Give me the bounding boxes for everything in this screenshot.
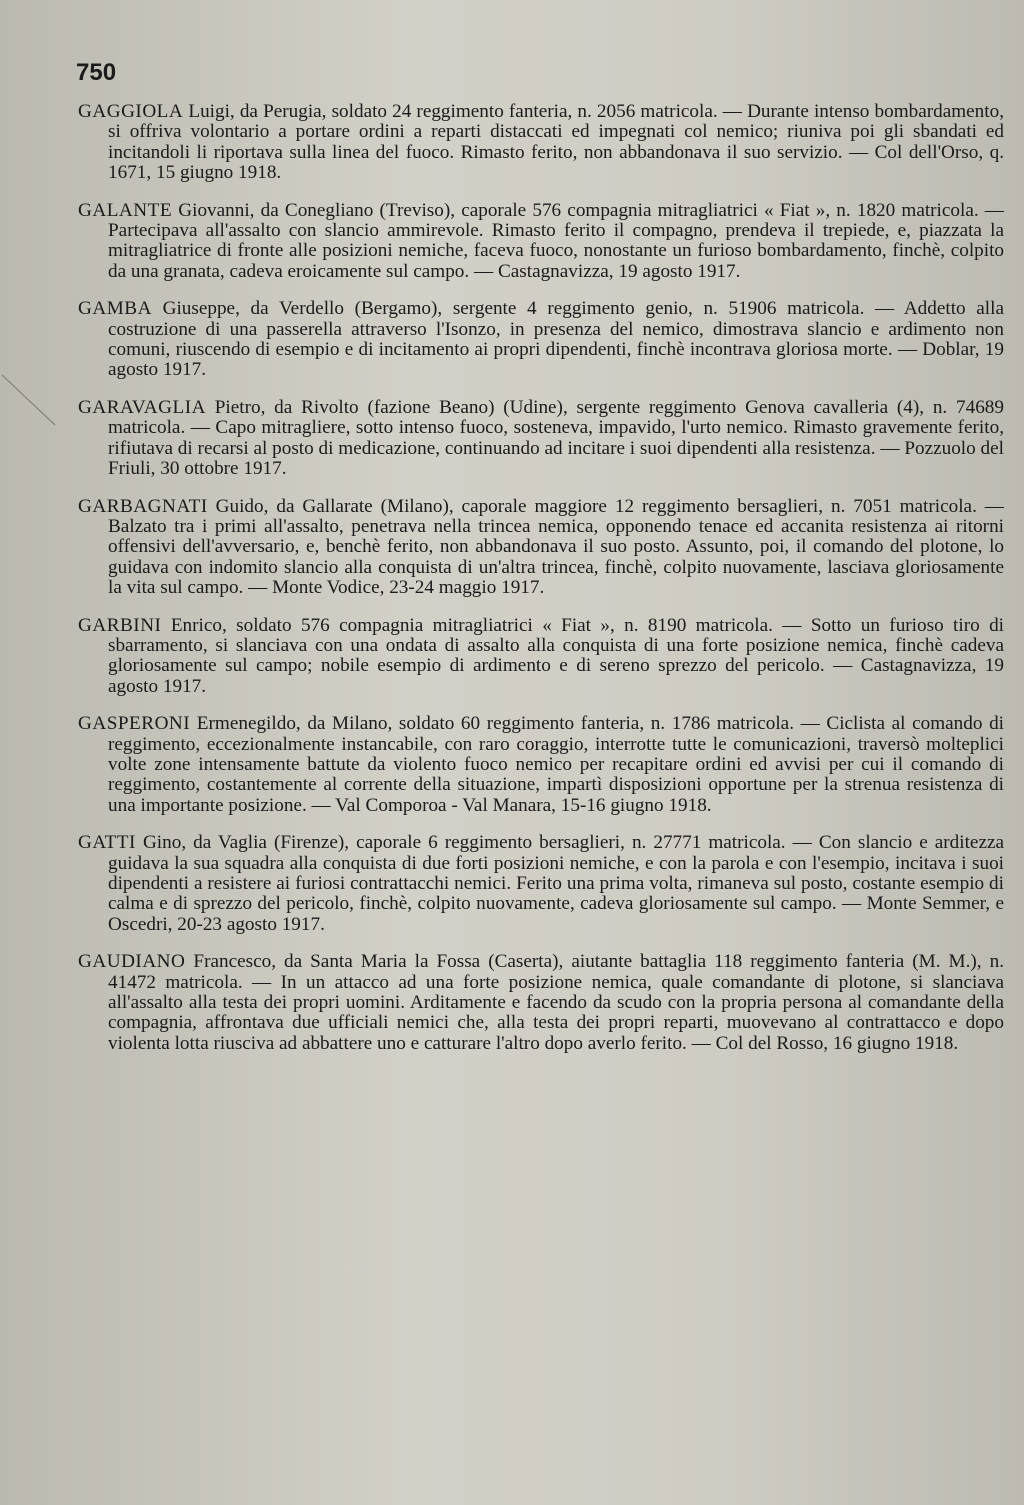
entry-name: GASPERONI xyxy=(78,713,191,735)
page-number: 750 xyxy=(76,59,117,86)
entry-gasperoni xyxy=(78,714,1004,816)
entry-text: Giovanni, da Conegliano (Treviso), caporale 576 compagnia mitragliatrici « Fiat », n. 1820 matricola. — Partecipava all'assalto con slancio ammirevole. Rimasto ferito il compagno, prendeva il trepiede, e, piazzata la mitragliatrice di fronte alle posizioni nemiche, faceva fuoco, nonostante un furioso bombardamento, finchè, colpito da una granata, cadeva eroicamente sul campo. — Castagnavizza, 19 agosto 1917. xyxy=(108,199,1004,282)
entry-gaggiola xyxy=(78,102,1004,184)
entry-galante xyxy=(78,201,1004,283)
entry-text: Giuseppe, da Verdello (Bergamo), sergente 4 reggimento genio, n. 51906 matricola. — Addetto alla costruzione di una passerella attraverso l'Isonzo, in presenza del nemico, dimostrava slancio e ardimento non comuni, riuscendo di esempio e di incitamento ai propri dipendenti, finchè incontrava gloriosa morte. — Doblar, 19 agosto 1917. xyxy=(108,298,1004,381)
entry-name: GATTI xyxy=(78,832,136,854)
entry-text: Guido, da Gallarate (Milano), caporale maggiore 12 reggimento bersaglieri, n. 7051 matricola. — Balzato tra i primi all'assalto, penetrava nella trincea nemica, opponendo tenace ed accanita resistenza ai ritorni offensivi dell'avversario, e, benchè ferito, non abbandonava il suo posto. Assunto, poi, il comando del plotone, lo guidava con indomito slancio alla conquista di un'altra trincea, finchè, colpito nuovamente, lasciava gloriosamente la vita sul campo. — Monte Vodice, 23-24 maggio 1917. xyxy=(108,495,1004,599)
margin-pencil-mark xyxy=(0,370,60,430)
entry-text: Enrico, soldato 576 compagnia mitragliatrici « Fiat », n. 8190 matricola. — Sotto un furioso tiro di sbarramento, si slanciava con una ondata di assalto alla conquista di una forte posizione nemica, finchè cadeva gloriosamente sul campo; nobile esempio di ardimento e di sereno sprezzo del pericolo. — Castagnavizza, 19 agosto 1917. xyxy=(108,614,1004,697)
entry-garbagnati xyxy=(78,497,1004,599)
entry-text: Ermenegildo, da Milano, soldato 60 reggimento fanteria, n. 1786 matricola. — Ciclista al comando di reggimento, eccezionalmente instancabile, con raro coraggio, interrotte tutte le comunicazioni, traversò molteplici volte zone intensamente battute da violento fuoco nemico per recapitare ordini ed avvisi per cui il comando di reggimento, costantemente al corrente della situazione, impartì disposizioni opportune per la strenua resistenza di una importante posizione. — Val Comporoa - Val Manara, 15-16 giugno 1918. xyxy=(108,713,1004,816)
entry-text: Pietro, da Rivolto (fazione Beano) (Udine), sergente reggimento Genova cavalleria (4), n. 74689 matricola. — Capo mitragliere, sotto intenso fuoco, sosteneva, impavido, l'urto nemico. Rimasto gravemente ferito, rifiutava di recarsi al posto di medicazione, continuando ad incitare i suoi dipendenti alla resistenza. — Pozzuolo del Friuli, 30 ottobre 1917. xyxy=(108,396,1004,480)
entry-garbini xyxy=(78,616,1004,698)
entry-name: GAGGIOLA xyxy=(78,101,184,122)
entry-gatti xyxy=(78,833,1004,935)
entry-text: Francesco, da Santa Maria la Fossa (Caserta), aiutante battaglia 118 reggimento fanteria (M. M.), n. 41472 matricola. — In un attacco ad una forte posizione nemica, quale comandante di plotone, si slanciava all'assalto alla testa dei propri uomini. Arditamente e facendo da scudo con la propria persona al comandante della compagnia, affrontava due ufficiali nemici che, alla testa dei propri reparti, muovevano al contrattacco e dopo violenta lotta riusciva ad abbattere uno e catturare l'altro dopo averlo ferito. — Col del Rosso, 16 giugno 1918. xyxy=(108,951,1004,1054)
entry-name: GARAVAGLIA xyxy=(78,396,206,418)
entry-text: Gino, da Vaglia (Firenze), caporale 6 reggimento bersaglieri, n. 27771 matricola. — Con slancio e arditezza guidava la sua squadra alla conquista di due forti posizioni nemiche, e con la parola e con l'esempio, incitava i suoi dipendenti a resistere ai furiosi contrattacchi nemici. Ferito una prima volta, rimaneva sul posto, costante esempio di calma e di sprezzo del pericolo, finchè, colpito nuovamente, cadeva gloriosamente sul campo. — Monte Semmer, e Oscedri, 20-23 agosto 1917. xyxy=(108,832,1004,935)
entry-gaudiano xyxy=(78,952,1004,1054)
entry-text: Luigi, da Perugia, soldato 24 reggimento fanteria, n. 2056 matricola. — Durante intenso bombardamento, si offriva volontario a portare ordini a reparti distaccati ed impegnati col nemico; riuniva poi gli sbandati ed incitandoli li riportava sulla linea del fuoco. Rimasto ferito, non abbandonava il suo servizio. — Col dell'Orso, q. 1671, 15 giugno 1918. xyxy=(108,101,1004,184)
entry-gamba xyxy=(78,299,1004,381)
entry-name: GAMBA xyxy=(78,298,152,320)
entry-name: GALANTE xyxy=(78,199,173,221)
entry-name: GAUDIANO xyxy=(78,951,186,973)
entry-garavaglia xyxy=(78,398,1004,480)
entry-name: GARBAGNATI xyxy=(78,495,208,517)
entry-name: GARBINI xyxy=(78,614,162,636)
